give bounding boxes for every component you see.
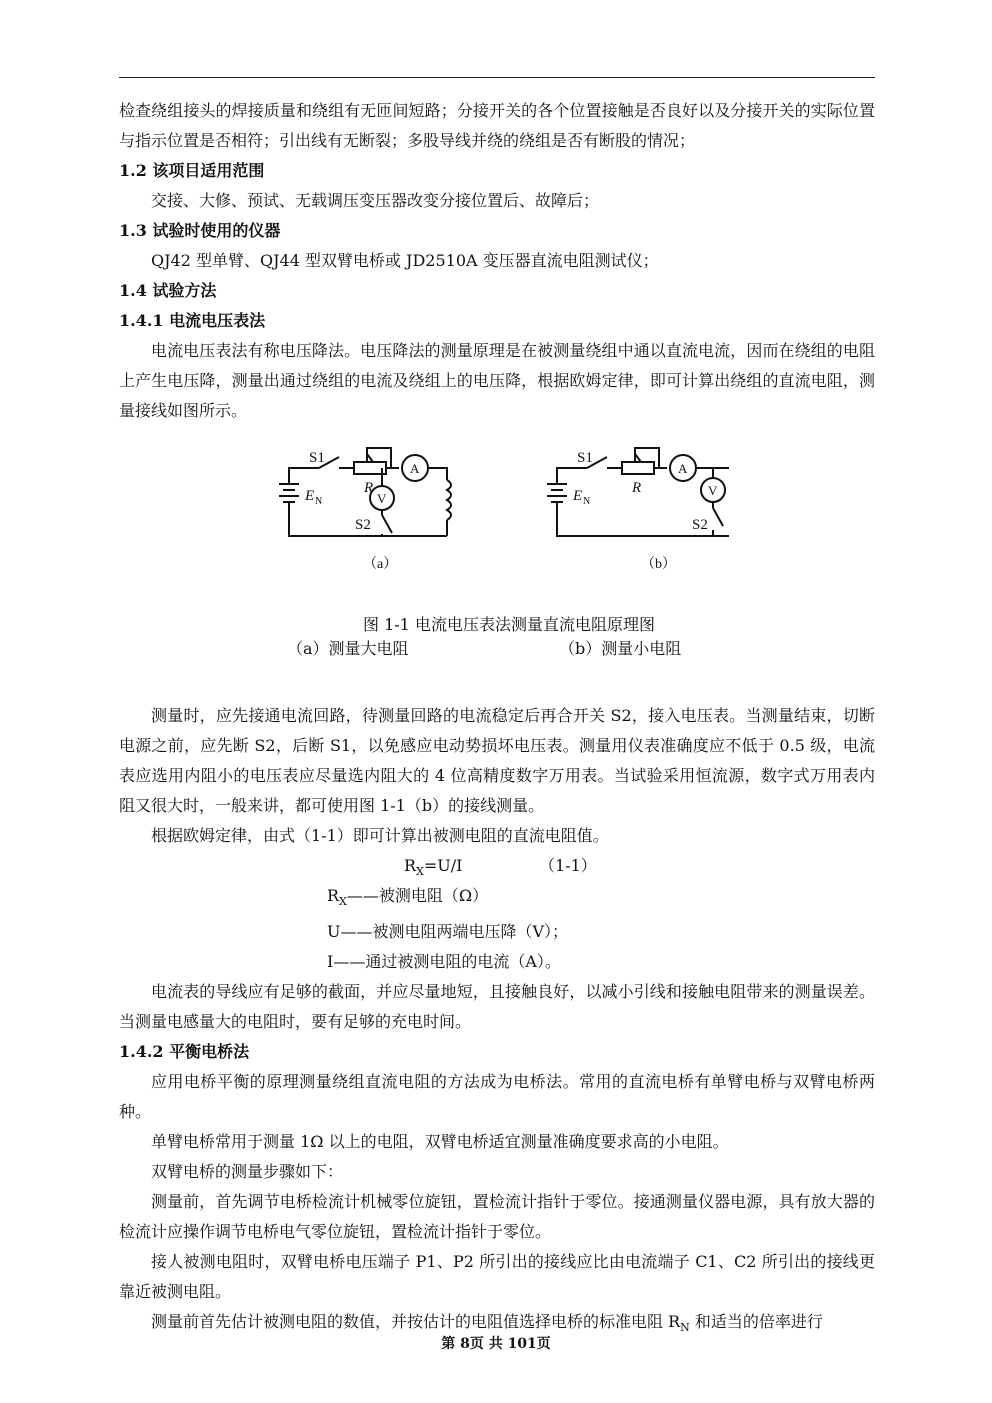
bridge-6-text: 测量前首先估计被测电阻的数值，并按估计的电阻值选择电桥的标准电阻 R — [151, 1312, 681, 1332]
definition-u — [327, 917, 875, 947]
heading-1-4-1: 1.4.1 电流电压表法 — [119, 311, 266, 330]
heading-1-4-2: 1.4.2 平衡电桥法 — [119, 1042, 250, 1062]
heading-1-2: 1.2 该项目适用范围 — [119, 161, 265, 180]
formula-symbol: R — [404, 856, 417, 875]
paragraph-instruments: QJ42 型单臂、QJ44 型双臂电桥或 JD2510A 变压器直流电阻测试仪； — [151, 251, 659, 270]
label-r-a: R — [364, 480, 374, 496]
voltmeter-b-label: V — [708, 483, 718, 498]
paragraph-bridge-2: 单臂电桥常用于测量 1Ω 以上的电阻，双臂电桥适宜测量准确度要求高的小电阻。 — [151, 1132, 729, 1152]
formula-rhs: =U/I — [423, 856, 463, 875]
paragraph-scope: 交接、大修、预试、无载调压变压器改变分接位置后、故障后； — [151, 191, 600, 210]
sub-label-b: （b） — [641, 557, 676, 572]
paragraph-intro: 检查绕组接头的焊接质量和绕组有无匝间短路；分接开关的各个位置接触是否良好以及分接开关的实际位置与指示位置是否相符；引出线有无断裂；多股导线并绕的绕组是否有断股的情况； — [119, 101, 875, 150]
paragraph-measure: 测量时，应先接通电流回路，待测量回路的电流稳定后再合开关 S2，接入电压表。当测量结束，切断电源之前，应先断 S2，后断 S1，以免感应电动势损坏电压表。测量用仪表准确度应不低于 0.5 级，电流表应选用内阻小的电压表应尽量选内阻大的 4 位高精度数字万用表。当试验采用恒流源，数字式万用表内阻又很大时，一般来讲，都可使用图 1-1（b）的接线测量。 — [119, 706, 875, 815]
heading-1-4: 1.4 试验方法 — [119, 281, 217, 300]
bridge-6-text-end: 和适当的倍率进行 — [689, 1312, 823, 1332]
figure-1-1 — [119, 426, 875, 701]
label-s2-a: S2 — [355, 517, 371, 533]
paragraph-voltage-drop: 电流电压表法有称电压降法。电压降法的测量原理是在被测量绕组中通以直流电流，因而在绕组的电阻上产生电压降，测量出通过绕组的电流及绕组上的电压降，根据欧姆定律，即可计算出绕组的直流电阻，测量接线如图所示。 — [119, 341, 875, 420]
sub-label-a: （a） — [363, 557, 398, 572]
formula-expression — [404, 851, 463, 887]
label-n-a: N — [315, 496, 323, 507]
paragraph-bridge-1: 应用电桥平衡的原理测量绕组直流电阻的方法成为电桥法。常用的直流电桥有单臂电桥与双臂电桥两种。 — [119, 1072, 875, 1122]
label-s1-b: S1 — [577, 450, 593, 466]
ammeter-b-label: A — [678, 461, 688, 476]
paragraph-wire: 电流表的导线应有足够的截面，并应尽量地短，且接触良好，以减小引线和接触电阻带来的测量误差。当测量电感量大的电阻时，要有足够的充电时间。 — [119, 982, 875, 1032]
ammeter-a-label: A — [410, 461, 420, 476]
def-text: ——被测电阻两端电压降（V）； — [340, 922, 569, 942]
paragraph-bridge-5: 接人被测电阻时，双臂电桥电压端子 P1、P2 所引出的接线应比由电流端子 C1、C2 所引出的接线更靠近被测电阻。 — [119, 1252, 875, 1302]
voltmeter-a-label: V — [377, 491, 387, 506]
symbol-definitions — [119, 881, 875, 977]
label-e-b: E — [573, 488, 583, 504]
paragraph-ohm: 根据欧姆定律，由式（1-1）即可计算出被测电阻的直流电阻值。 — [151, 826, 609, 845]
label-s2-b: S2 — [692, 517, 708, 533]
paragraph-bridge-3: 双臂电桥的测量步骤如下： — [151, 1162, 344, 1182]
bridge-6-subscript: N — [680, 1321, 690, 1335]
def-text: ——通过被测电阻的电流（A）。 — [333, 952, 561, 972]
def-text: ——被测电阻（Ω） — [346, 886, 489, 905]
def-symbol: R — [327, 886, 340, 905]
formula-number: （1-1） — [539, 856, 597, 875]
circuit-diagram — [269, 440, 729, 575]
def-symbol: U — [327, 922, 341, 942]
figure-caption-b: （b）测量小电阻 — [559, 639, 682, 658]
label-n-b: N — [583, 496, 591, 507]
figure-caption: 图 1-1 电流电压表法测量直流电阻原理图 — [363, 615, 655, 634]
def-symbol: I — [327, 952, 334, 972]
label-r-b: R — [632, 480, 642, 496]
page-footer: 第 8页 共 101页 — [441, 1336, 551, 1352]
definition-i — [327, 947, 875, 977]
def-subscript: X — [339, 895, 347, 909]
header-rule — [119, 77, 875, 78]
label-e-a: E — [305, 488, 315, 504]
formula-subscript: X — [416, 865, 424, 879]
paragraph-bridge-4: 测量前，首先调节电桥检流计机械零位旋钮，置检流计指针于零位。接通测量仪器电源，具有放大器的检流计应操作调节电桥电气零位旋钮，置检流计指针于零位。 — [119, 1192, 875, 1242]
page-content — [119, 96, 875, 1343]
heading-1-3: 1.3 试验时使用的仪器 — [119, 221, 281, 240]
figure-caption-a: （a）测量大电阻 — [287, 639, 409, 658]
formula-1-1 — [119, 851, 875, 881]
label-s1-a: S1 — [309, 450, 325, 466]
